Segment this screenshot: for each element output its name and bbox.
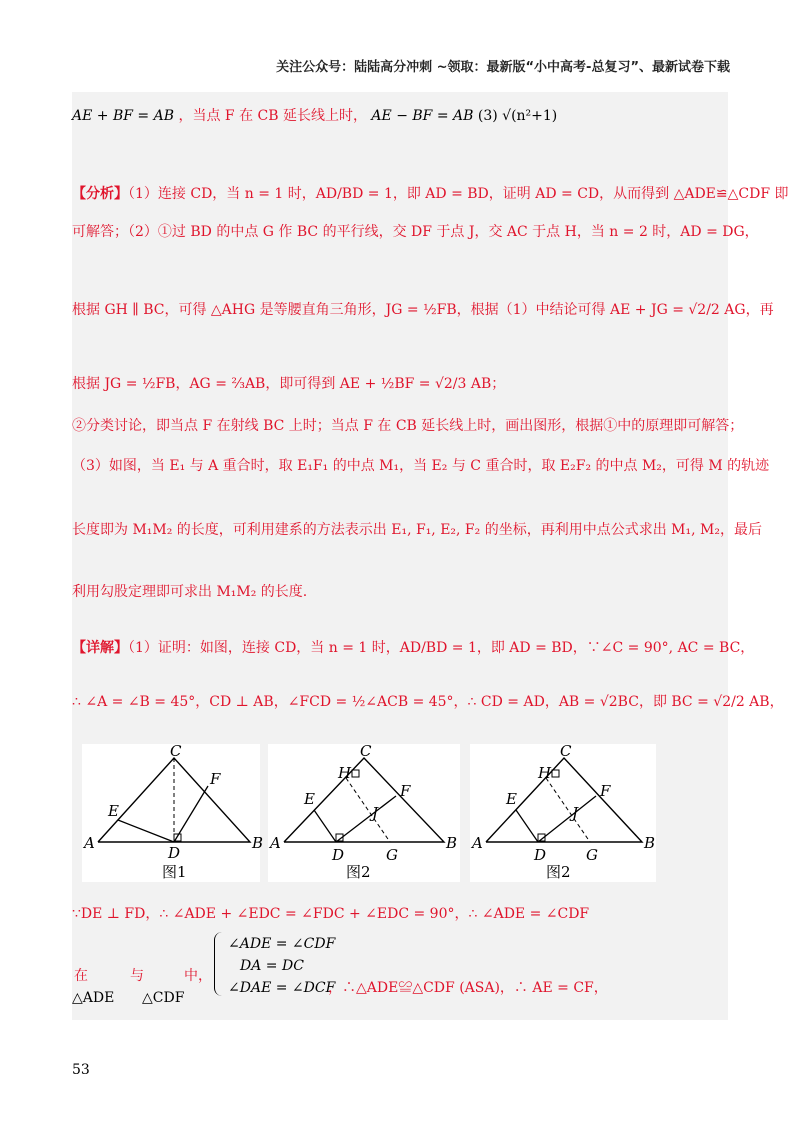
figure-2: [268, 744, 460, 882]
label-f: F: [400, 782, 411, 800]
label-e: E: [304, 790, 315, 808]
triangle-cdf: △CDF: [142, 990, 185, 1006]
label-c: C: [170, 742, 182, 760]
label-b: B: [252, 834, 264, 852]
figure-caption: 图2: [546, 863, 571, 881]
label-c: C: [360, 742, 372, 760]
figure-2-diagram: [268, 744, 460, 882]
analysis-line-3: 根据 GH ∥ BC，可得 △AHG 是等腰直角三角形，JG = ½FB，根据（1）中结论可得 AE + JG = √2/2 AG，再: [72, 302, 774, 318]
label-b: B: [446, 834, 458, 852]
figure-caption: 图1: [162, 863, 187, 881]
label-f: F: [600, 782, 611, 800]
figure-1: [82, 742, 264, 882]
figure-caption: 图2: [346, 863, 371, 881]
formula-3: (3) √(n²+1): [477, 108, 558, 124]
figure-1-diagram: [82, 742, 264, 882]
analysis-line-7: 长度即为 M₁M₂ 的长度，可利用建系的方法表示出 E₁, F₁, E₂, F₂ 的坐标，再利用中点公式求出 M₁, M₂，最后: [72, 522, 762, 538]
label-d: D: [168, 844, 181, 862]
detail-line-4a: 在: [74, 968, 88, 984]
detail-line-1: [72, 638, 754, 658]
detail-line-4c: 中，: [184, 968, 212, 984]
detail-line-3: ∵DE ⊥ FD，∴ ∠ADE + ∠EDC = ∠FDC + ∠EDC = 90°，∴ ∠ADE = ∠CDF: [72, 906, 590, 922]
figure-3-diagram: [470, 744, 656, 882]
label-h: H: [538, 764, 552, 782]
system-eq-3: ∠DAE = ∠DCF: [228, 980, 336, 996]
detail-line-2: ∴ ∠A = ∠B = 45°，CD ⊥ AB，∠FCD = ½∠ACB = 45°，∴ CD = AD，AB = √2BC，即 BC = √2/2 AB，: [72, 694, 784, 710]
analysis-line-6: （3）如图，当 E₁ 与 A 重合时，取 E₁F₁ 的中点 M₁，当 E₂ 与 C 重合时，取 E₂F₂ 的中点 M₂，可得 M 的轨迹: [72, 458, 770, 474]
formula-1: AE + BF = AB: [72, 108, 174, 124]
triangle-ade: △ADE: [72, 990, 115, 1006]
label-e: E: [506, 790, 517, 808]
analysis-line-1: [72, 184, 789, 204]
label-a: A: [84, 834, 95, 852]
label-c: C: [560, 742, 572, 760]
detail-line-4-conclusion: ，∴△ADE≌△CDF (ASA)，∴ AE = CF，: [328, 980, 608, 996]
brace: [214, 932, 225, 996]
label-g: G: [586, 846, 598, 864]
page-number: 53: [72, 1062, 90, 1078]
analysis-line-8: 利用勾股定理即可求出 M₁M₂ 的长度.: [72, 584, 308, 600]
answer-line: [72, 106, 557, 126]
page-header: 关注公众号：陆陆高分冲刺 ~领取：最新版“小中高考-总复习”、最新试卷下载: [276, 60, 730, 75]
label-g: G: [386, 846, 398, 864]
label-j: J: [572, 804, 579, 822]
system-eq-2: DA = DC: [240, 958, 304, 974]
label-f: F: [210, 770, 221, 788]
analysis-text-1: （1）连接 CD，当 n = 1 时，AD/BD = 1，即 AD = BD，证明 AD = CD，从而得到 △ADE≌△CDF 即: [128, 186, 789, 202]
label-h: H: [338, 764, 352, 782]
label-e: E: [108, 802, 119, 820]
figure-3: [470, 744, 656, 882]
system-eq-1: ∠ADE = ∠CDF: [228, 936, 336, 952]
detail-text-1: （1）证明：如图，连接 CD，当 n = 1 时，AD/BD = 1，即 AD = BD，∵∠C = 90°, AC = BC，: [128, 640, 755, 656]
detail-line-4b: 与: [130, 968, 144, 984]
solution-panel: [72, 92, 789, 1020]
analysis-line-5: ②分类讨论，即当点 F 在射线 BC 上时；当点 F 在 CB 延长线上时，画出图形，根据①中的原理即可解答；: [72, 418, 744, 434]
formula-2: AE − BF = AB: [371, 108, 474, 124]
detail-tag: 【详解】: [72, 640, 128, 656]
label-j: J: [372, 804, 379, 822]
label-d: D: [332, 846, 345, 864]
label-a: A: [472, 834, 483, 852]
analysis-tag: 【分析】: [72, 186, 128, 202]
label-d: D: [534, 846, 547, 864]
label-a: A: [270, 834, 281, 852]
analysis-line-4: 根据 JG = ½FB，AG = ⅔AB，即可得到 AE + ½BF = √2/3 AB；: [72, 376, 506, 392]
analysis-line-2: 可解答；（2）①过 BD 的中点 G 作 BC 的平行线，交 DF 于点 J，交 AC 于点 H，当 n = 2 时，AD = DG，: [72, 224, 759, 240]
label-b: B: [644, 834, 656, 852]
answer-text: ，当点 F 在 CB 延长线上时，: [178, 108, 367, 124]
